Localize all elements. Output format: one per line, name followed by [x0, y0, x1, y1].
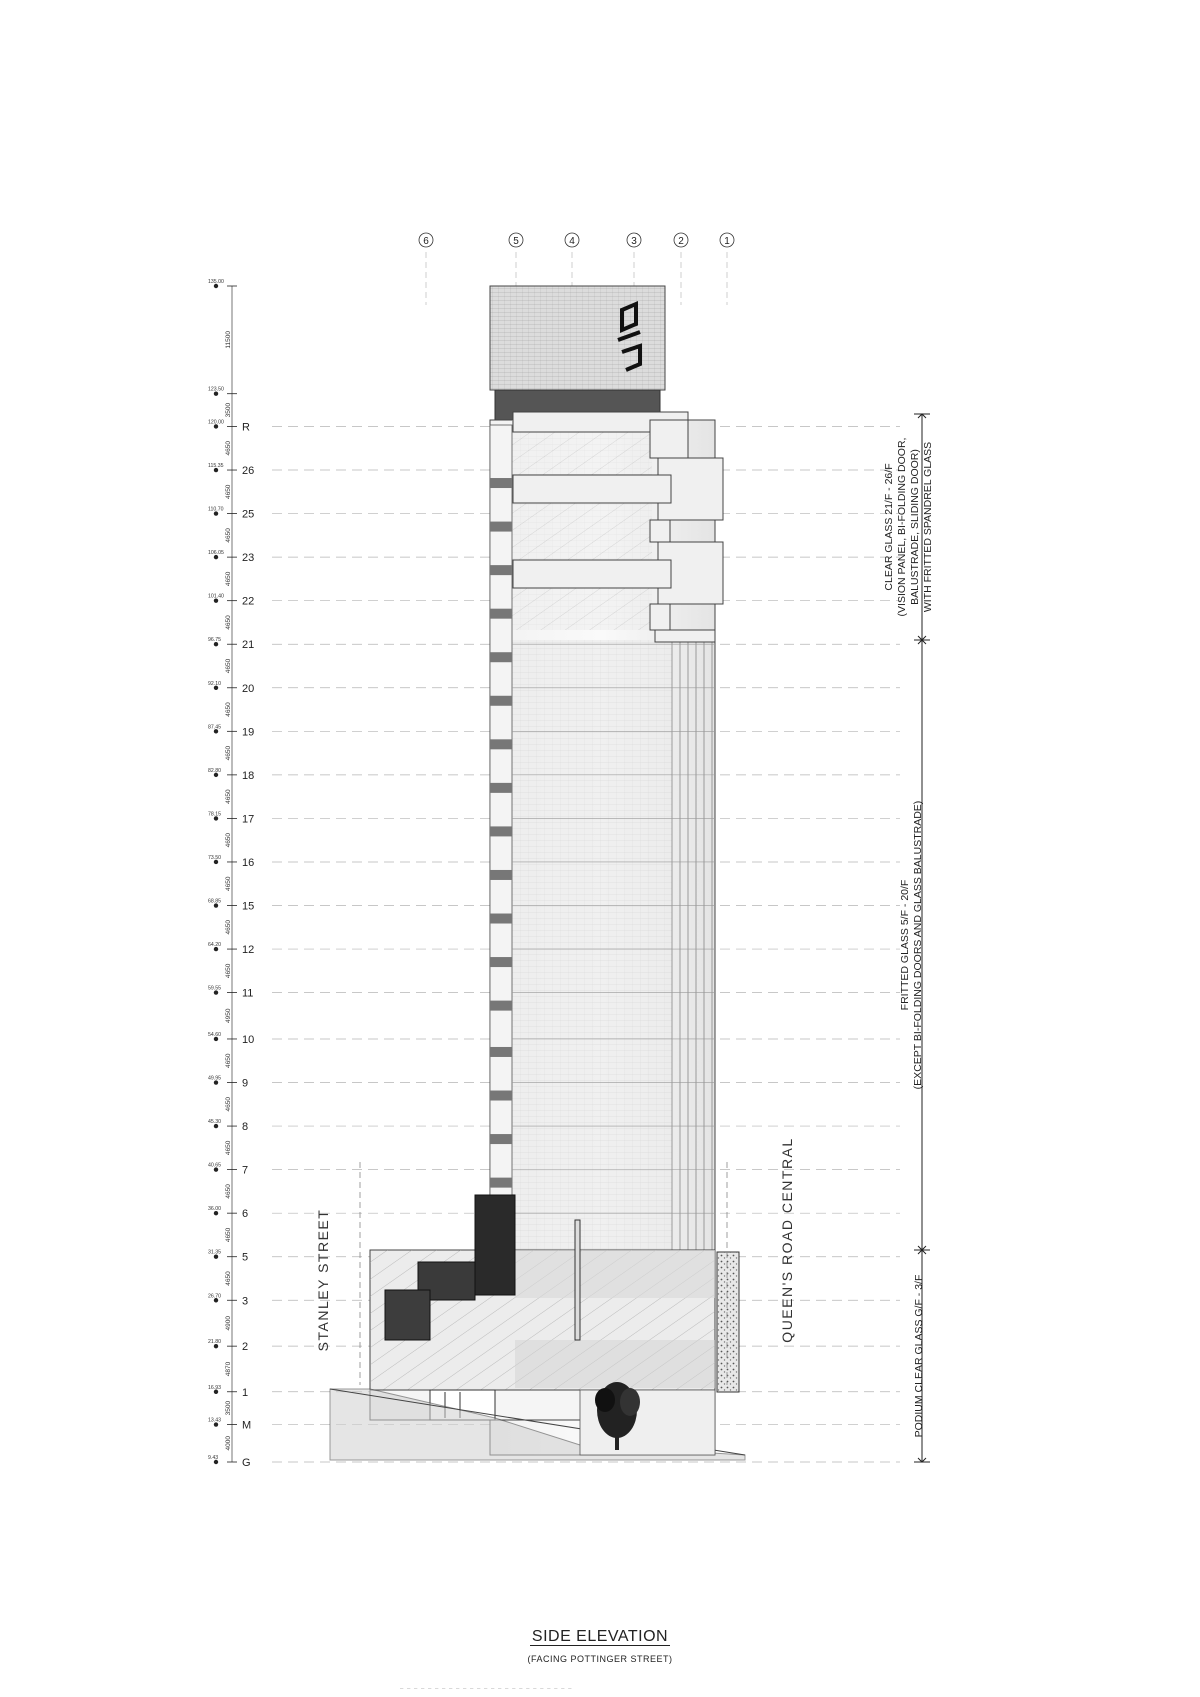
level-elevation: 110.70	[208, 506, 224, 513]
level-label: 7	[242, 1164, 249, 1177]
spandrel-band	[490, 1134, 512, 1144]
level-elevation: 54.60	[208, 1031, 221, 1038]
level-label: 11	[242, 987, 254, 1000]
level-label: 21	[242, 639, 255, 652]
level-elevation: 78.15	[208, 811, 221, 818]
spandrel-band	[490, 696, 512, 706]
level-marker	[208, 279, 237, 349]
planting-terrace-2f	[385, 1290, 430, 1340]
grid-label: 4	[569, 236, 575, 247]
level-elevation: 82.80	[208, 767, 221, 774]
grid-label: 2	[678, 236, 684, 247]
grid-label: 3	[631, 236, 637, 247]
spandrel-band	[490, 914, 512, 924]
feature-wall	[717, 1252, 739, 1392]
level-label: M	[242, 1419, 252, 1432]
note-podium-glass	[913, 1275, 925, 1438]
spandrel-band	[490, 478, 512, 488]
queens-road-label: QUEEN'S ROAD CENTRAL	[779, 1137, 795, 1343]
level-dimension: 4650	[225, 876, 232, 891]
level-label: G	[242, 1457, 251, 1469]
level-dimension: 11500	[225, 331, 232, 349]
level-label: 26	[242, 465, 255, 478]
level-dimension: 4650	[225, 528, 232, 543]
spandrel-band	[490, 565, 512, 575]
note-line: (EXCEPT BI-FOLDING DOORS AND GLASS BALUSTRADE)	[912, 800, 924, 1090]
level-dimension: 4650	[225, 702, 232, 717]
grid-label: 1	[724, 236, 730, 247]
level-dimension: 4650	[225, 832, 232, 848]
spandrel-band	[490, 1001, 512, 1011]
level-label: 17	[242, 813, 255, 826]
level-dimension: 3500	[225, 1400, 232, 1416]
level-elevation: 64.20	[208, 942, 221, 949]
level-dimension: 4900	[225, 1315, 232, 1331]
level-elevation: 59.55	[208, 985, 221, 992]
level-label: 9	[242, 1077, 249, 1090]
level-label: 20	[242, 682, 255, 695]
level-label: 2	[242, 1341, 249, 1354]
spandrel-band	[490, 739, 512, 749]
level-dimension: 4650	[225, 789, 232, 804]
level-label: 22	[242, 595, 255, 608]
level-label: 19	[242, 726, 255, 739]
level-dimension: 4650	[225, 658, 232, 674]
grid-marker	[720, 233, 734, 305]
level-label: 16	[242, 856, 255, 869]
level-dimension: 4650	[225, 571, 232, 587]
level-elevation: 135.00	[208, 279, 224, 285]
level-elevation: 31.35	[208, 1249, 221, 1256]
level-elevation: 101.40	[208, 593, 224, 600]
spandrel-band	[490, 826, 512, 836]
drawing-title	[0, 1628, 1200, 1646]
page-footer: – – – – – – – – – – – – – – – – – – – – – – – – –	[400, 1686, 573, 1692]
level-dimension: 4650	[225, 1097, 232, 1112]
grid-marker	[674, 233, 688, 305]
spandrel-band	[490, 1178, 512, 1188]
level-elevation: 73.50	[208, 854, 221, 861]
level-elevation: 123.50	[208, 386, 224, 393]
level-elevation: 96.75	[208, 637, 221, 644]
level-label: R	[242, 421, 250, 434]
level-label: 5	[242, 1251, 249, 1264]
level-label: 15	[242, 900, 255, 913]
level-label: 3	[242, 1295, 249, 1308]
spandrel-band	[490, 522, 512, 532]
upper-facade-grid	[512, 420, 652, 630]
level-dimension: 4650	[225, 920, 232, 935]
spandrel-band	[490, 652, 512, 662]
grid-label: 5	[513, 236, 519, 247]
note-line: CLEAR GLASS 21/F - 26/F	[883, 463, 895, 591]
roof-crown	[490, 286, 665, 390]
spandrel-band	[490, 957, 512, 967]
note-line: (VISION PANEL, BI-FOLDING DOOR,	[896, 437, 908, 617]
level-elevation: 115.35	[208, 463, 224, 470]
spandrel-band	[490, 609, 512, 619]
stanley-street-label: STANLEY STREET	[315, 1208, 331, 1352]
level-dimension: 4650	[225, 1053, 232, 1068]
level-dimension: 4650	[225, 1140, 232, 1156]
level-elevation: 40.65	[208, 1162, 221, 1169]
level-elevation: 106.05	[208, 550, 224, 557]
grid-marker	[419, 233, 433, 305]
spandrel-band	[490, 783, 512, 793]
note-line: BALUSTRADE, SLIDING DOOR)	[909, 449, 921, 605]
level-elevation: 9.43	[208, 1455, 219, 1461]
drawing-title-text: SIDE ELEVATION	[531, 1628, 669, 1645]
level-label: 10	[242, 1033, 255, 1046]
level-dimension: 4650	[225, 484, 232, 500]
level-dimension: 4650	[225, 1184, 232, 1199]
note-line: FRITTED GLASS 5/F - 20/F	[899, 879, 911, 1011]
level-elevation: 87.45	[208, 724, 221, 731]
note-fritted-glass	[899, 801, 924, 1090]
level-label: 12	[242, 944, 255, 957]
level-marker	[208, 387, 237, 418]
level-dimension: 3500	[225, 402, 232, 418]
level-elevation: 92.10	[208, 680, 221, 687]
note-line: WITH FRITTED SPANDREL GLASS	[922, 441, 934, 613]
podium-upper	[515, 1250, 715, 1298]
level-elevation: 36.00	[208, 1206, 221, 1213]
level-dimension: 4650	[225, 963, 232, 979]
level-elevation: 16.93	[208, 1384, 221, 1391]
level-dimension: 4870	[225, 1361, 232, 1377]
level-elevation: 26.70	[208, 1293, 221, 1300]
level-dimension: 4650	[225, 1271, 232, 1286]
level-dimension: 4650	[225, 615, 232, 630]
grid-label: 6	[423, 236, 429, 247]
level-elevation: 68.85	[208, 898, 221, 905]
note-clear-glass	[883, 438, 934, 617]
level-elevation: 120.00	[208, 419, 224, 426]
spandrel-band	[490, 1091, 512, 1101]
level-dimension: 4950	[225, 1008, 232, 1024]
level-elevation: 21.80	[208, 1339, 221, 1346]
vertical-sign-pole	[575, 1220, 580, 1340]
level-elevation: 49.95	[208, 1075, 221, 1082]
level-dimension: 4000	[225, 1436, 232, 1451]
level-label: 8	[242, 1121, 249, 1134]
level-elevation: 45.30	[208, 1119, 221, 1126]
level-label: 23	[242, 552, 255, 565]
level-label: 6	[242, 1208, 249, 1221]
left-spandrel-strip	[490, 425, 512, 1195]
level-label: 18	[242, 769, 255, 782]
level-label: 25	[242, 508, 255, 521]
level-elevation: 13.43	[208, 1417, 221, 1424]
podium-band	[515, 1340, 715, 1388]
drawing-subtitle: (FACING POTTINGER STREET)	[527, 1654, 673, 1664]
level-dimension: 4650	[225, 441, 232, 456]
level-dimension: 4650	[225, 745, 232, 761]
level-label: 1	[242, 1386, 249, 1399]
spandrel-band	[490, 1047, 512, 1057]
planting-terrace-5f	[475, 1195, 515, 1295]
spandrel-band	[490, 870, 512, 880]
level-dimension: 4650	[225, 1227, 232, 1243]
tower	[330, 286, 745, 1460]
note-line: PODIUM CLEAR GLASS G/F - 3/F	[913, 1274, 925, 1438]
